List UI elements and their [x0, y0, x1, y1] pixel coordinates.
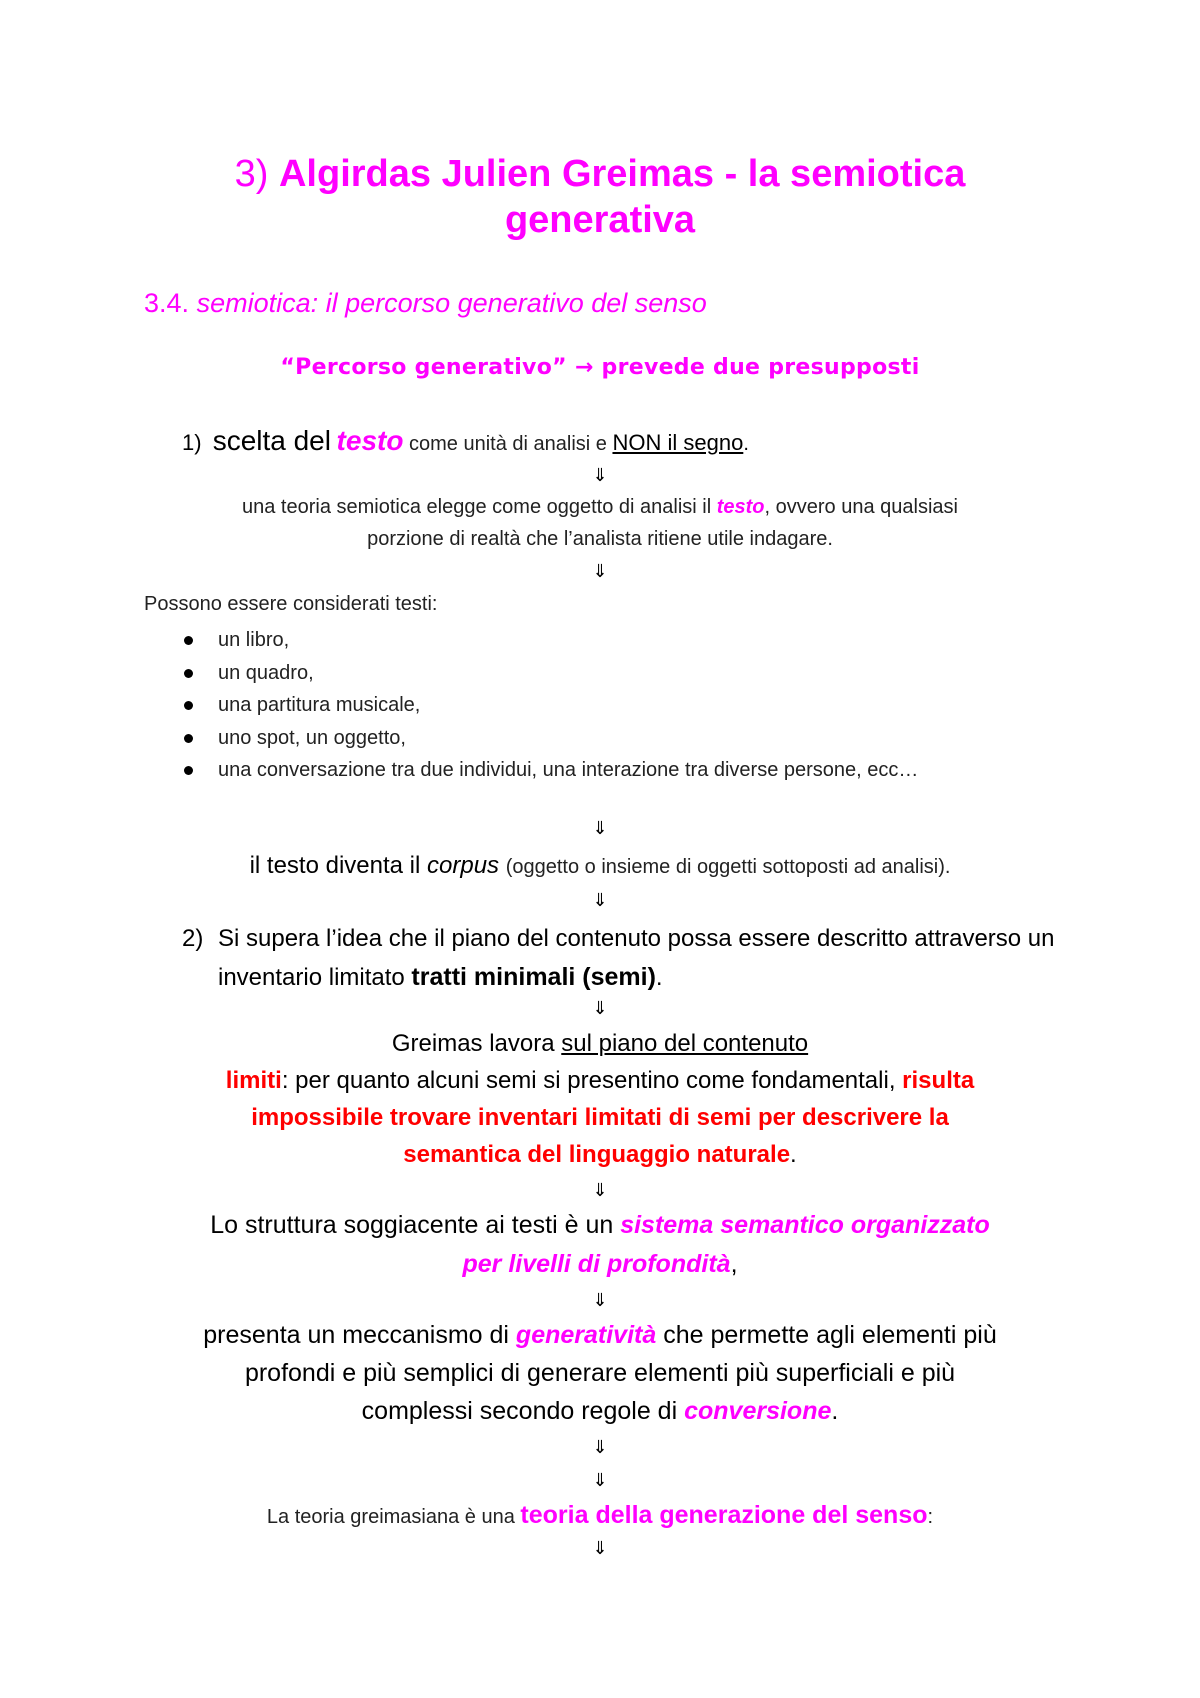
down-arrow: ⇓ — [592, 1290, 608, 1311]
lead-heading: “Percorso generativo” → prevede due presupposti — [280, 355, 920, 380]
paragraph-line: porzione di realtà che l’analista ritiene utile indagare. — [367, 528, 833, 550]
section-subtitle: 3.4. semiotica: il percorso generativo del senso — [144, 288, 707, 318]
corpus-line: il testo diventa il corpus (oggetto o insieme di oggetti sottoposti ad analisi). — [249, 852, 951, 879]
greimas-line: Greimas lavora sul piano del contenuto — [391, 1030, 809, 1057]
bullet-icon — [184, 669, 193, 678]
generativity-line-2: profondi e più semplici di generare elementi più superficiali e più — [244, 1359, 956, 1387]
generativity-line-1: presenta un meccanismo di generatività che permette agli elementi più — [203, 1321, 997, 1349]
document-title-line2: generativa — [504, 199, 696, 241]
bullet-icon — [184, 766, 193, 775]
bullet-icon — [184, 636, 193, 645]
down-arrow: ⇓ — [592, 998, 608, 1019]
down-arrow: ⇓ — [592, 1538, 608, 1559]
texts-list — [184, 624, 1044, 787]
down-arrow: ⇓ — [592, 465, 608, 486]
point-1: 1) scelta del testo come unità di analisi e NON il segno. — [182, 425, 749, 456]
structure-line-2: per livelli di profondità, — [462, 1250, 738, 1278]
down-arrow: ⇓ — [592, 561, 608, 582]
theory-line: La teoria greimasiana è una teoria della generazione del senso: — [266, 1501, 934, 1529]
down-arrow: ⇓ — [592, 1437, 608, 1458]
limits-line-1: limiti: per quanto alcuni semi si presentino come fondamentali, risulta — [225, 1067, 975, 1094]
paragraph-line: una teoria semiotica elegge come oggetto di analisi il testo, ovvero una qualsiasi — [242, 496, 958, 518]
limits-line-2: impossibile trovare inventari limitati di semi per descrivere la — [251, 1104, 949, 1131]
bullet-icon — [184, 701, 193, 710]
limits-line-3: semantica del linguaggio naturale. — [403, 1141, 797, 1168]
list-item: una conversazione tra due individui, una interazione tra diverse persone, ecc… — [184, 754, 1044, 787]
bullet-icon — [184, 734, 193, 743]
structure-line-1: Lo struttura soggiacente ai testi è un sistema semantico organizzato — [210, 1211, 990, 1239]
down-arrow: ⇓ — [592, 1470, 608, 1491]
document-title: 3) Algirdas Julien Greimas - la semiotica — [234, 153, 966, 195]
list-item: uno spot, un oggetto, — [184, 722, 1044, 755]
list-intro: Possono essere considerati testi: — [144, 593, 438, 615]
list-item: una partitura musicale, — [184, 689, 1044, 722]
list-item: un libro, — [184, 624, 1044, 657]
down-arrow: ⇓ — [592, 818, 608, 839]
generativity-line-3: complessi secondo regole di conversione. — [361, 1397, 839, 1425]
down-arrow: ⇓ — [592, 890, 608, 911]
list-item: un quadro, — [184, 657, 1044, 690]
point-2: 2) Si supera l’idea che il piano del contenuto possa essere descritto attraverso un inventario limitato tratti minimali (semi). — [182, 925, 1055, 991]
down-arrow: ⇓ — [592, 1180, 608, 1201]
